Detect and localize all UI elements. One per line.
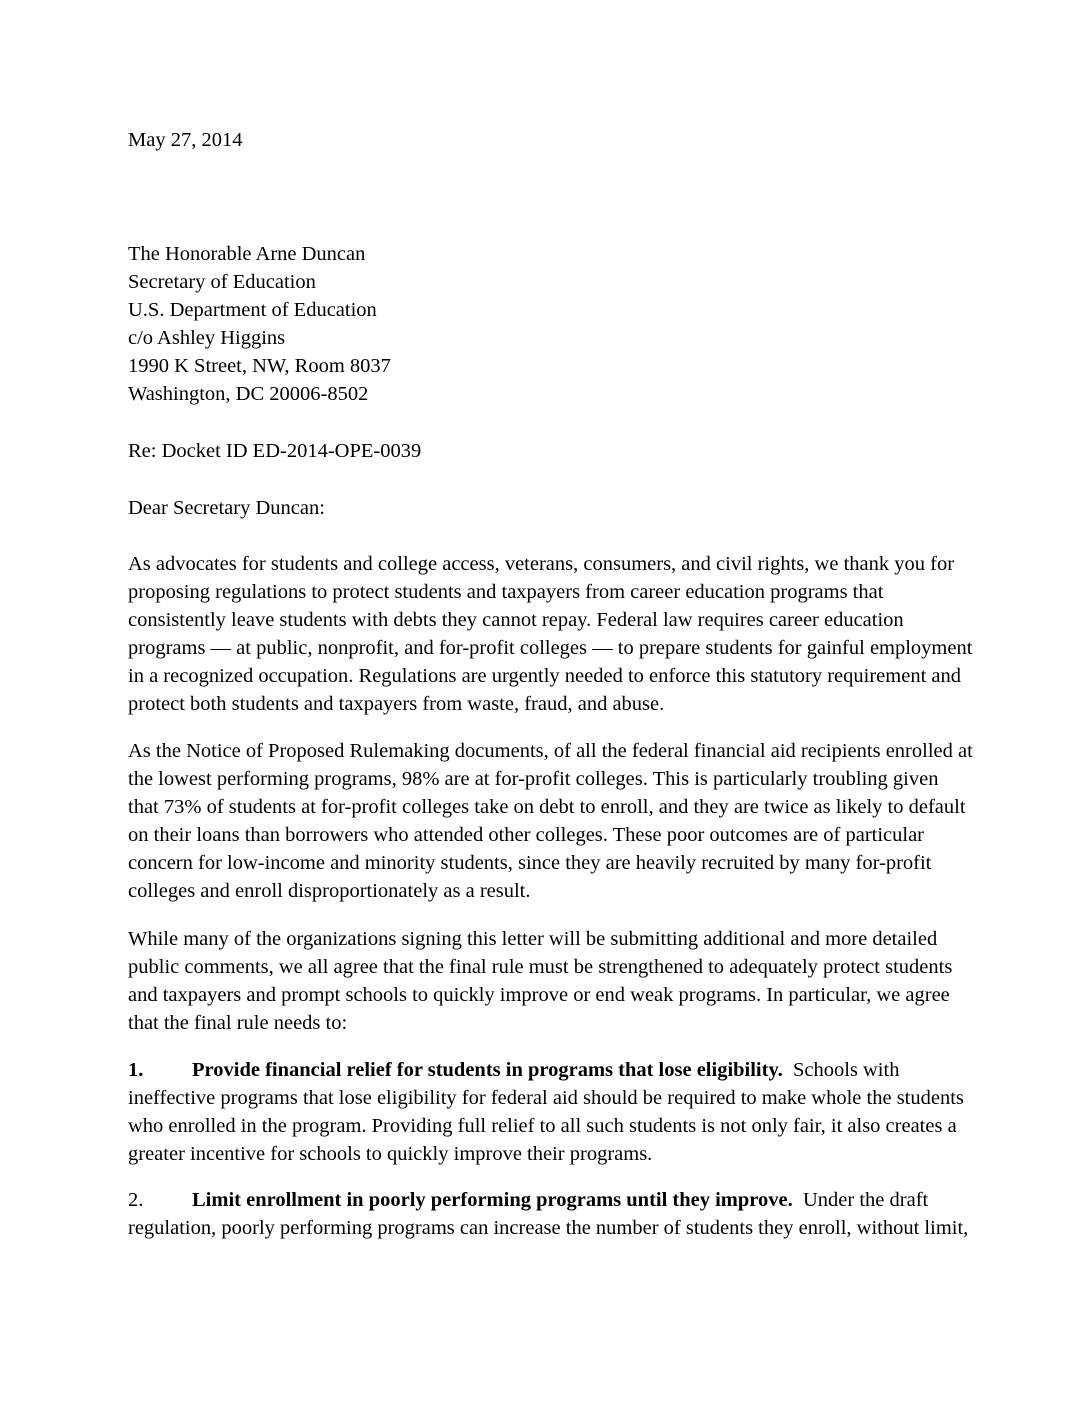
address-line: The Honorable Arne Duncan: [128, 243, 366, 265]
item-heading: Provide financial relief for students in programs that lose eligibility.: [192, 1059, 783, 1081]
paragraph-line: that the final rule needs to:: [128, 1012, 348, 1034]
paragraph-line: While many of the organizations signing this letter will be submitting additional and more detailed: [128, 928, 938, 950]
address-line: Washington, DC 20006-8502: [128, 383, 369, 405]
item-line: ineffective programs that lose eligibility for federal aid should be required to make whole the students: [128, 1087, 964, 1109]
reference-text: Re: Docket ID ED-2014-OPE-0039: [128, 440, 422, 462]
paragraph-line: colleges and enroll disproportionately as a result.: [128, 880, 531, 902]
reference-line: [128, 437, 1013, 465]
numbered-item-2: [128, 1186, 1013, 1242]
paragraph-line: on their loans than borrowers who attended other colleges. These poor outcomes are of particular: [128, 824, 925, 846]
paragraph-line: proposing regulations to protect students and taxpayers from career education programs that: [128, 581, 884, 603]
item-line: regulation, poorly performing programs can increase the number of students they enroll, without limit,: [128, 1217, 969, 1239]
paragraph-nprm: [128, 737, 1013, 905]
item-number: 1.: [128, 1059, 144, 1081]
salutation-text: Dear Secretary Duncan:: [128, 497, 325, 519]
paragraph-line: programs — at public, nonprofit, and for-profit colleges — to prepare students for gainful employment: [128, 637, 973, 659]
address-line: c/o Ashley Higgins: [128, 327, 286, 349]
item-first-line: [128, 1186, 1013, 1214]
item-heading: Limit enrollment in poorly performing programs until they improve.: [192, 1189, 793, 1211]
paragraph-comments: [128, 925, 1013, 1037]
item-first-line: [128, 1056, 1013, 1084]
address-line: 1990 K Street, NW, Room 8037: [128, 355, 391, 377]
salutation: [128, 494, 1013, 522]
item-line: who enrolled in the program. Providing full relief to all such students is not only fair, it also creates a: [128, 1115, 957, 1137]
address-line: U.S. Department of Education: [128, 299, 377, 321]
paragraph-line: and taxpayers and prompt schools to quickly improve or end weak programs. In particular, we agree: [128, 984, 950, 1006]
item-number: 2.: [128, 1189, 144, 1211]
date-text: May 27, 2014: [128, 129, 243, 151]
item-text: Under the draft: [803, 1189, 929, 1211]
letter-date: [128, 126, 1013, 154]
recipient-address: [128, 240, 1013, 408]
paragraph-intro: [128, 550, 1013, 718]
paragraph-line: that 73% of students at for-profit colleges take on debt to enroll, and they are twice as likely to default: [128, 796, 966, 818]
item-text: Schools with: [792, 1059, 900, 1081]
paragraph-line: in a recognized occupation. Regulations are urgently needed to enforce this statutory requirement and: [128, 665, 961, 687]
paragraph-line: public comments, we all agree that the final rule must be strengthened to adequately protect students: [128, 956, 953, 978]
numbered-item-1: [128, 1056, 1013, 1168]
paragraph-line: As the Notice of Proposed Rulemaking documents, of all the federal financial aid recipients enrolled at: [128, 740, 973, 762]
address-line: Secretary of Education: [128, 271, 316, 293]
paragraph-line: protect both students and taxpayers from waste, fraud, and abuse.: [128, 693, 665, 715]
paragraph-line: the lowest performing programs, 98% are at for-profit colleges. This is particularly troubling given: [128, 768, 939, 790]
paragraph-line: As advocates for students and college access, veterans, consumers, and civil rights, we thank you for: [128, 553, 955, 575]
item-line: greater incentive for schools to quickly improve their programs.: [128, 1143, 653, 1165]
paragraph-line: concern for low-income and minority students, since they are heavily recruited by many for-profit: [128, 852, 932, 874]
paragraph-line: consistently leave students with debts they cannot repay. Federal law requires career education: [128, 609, 904, 631]
